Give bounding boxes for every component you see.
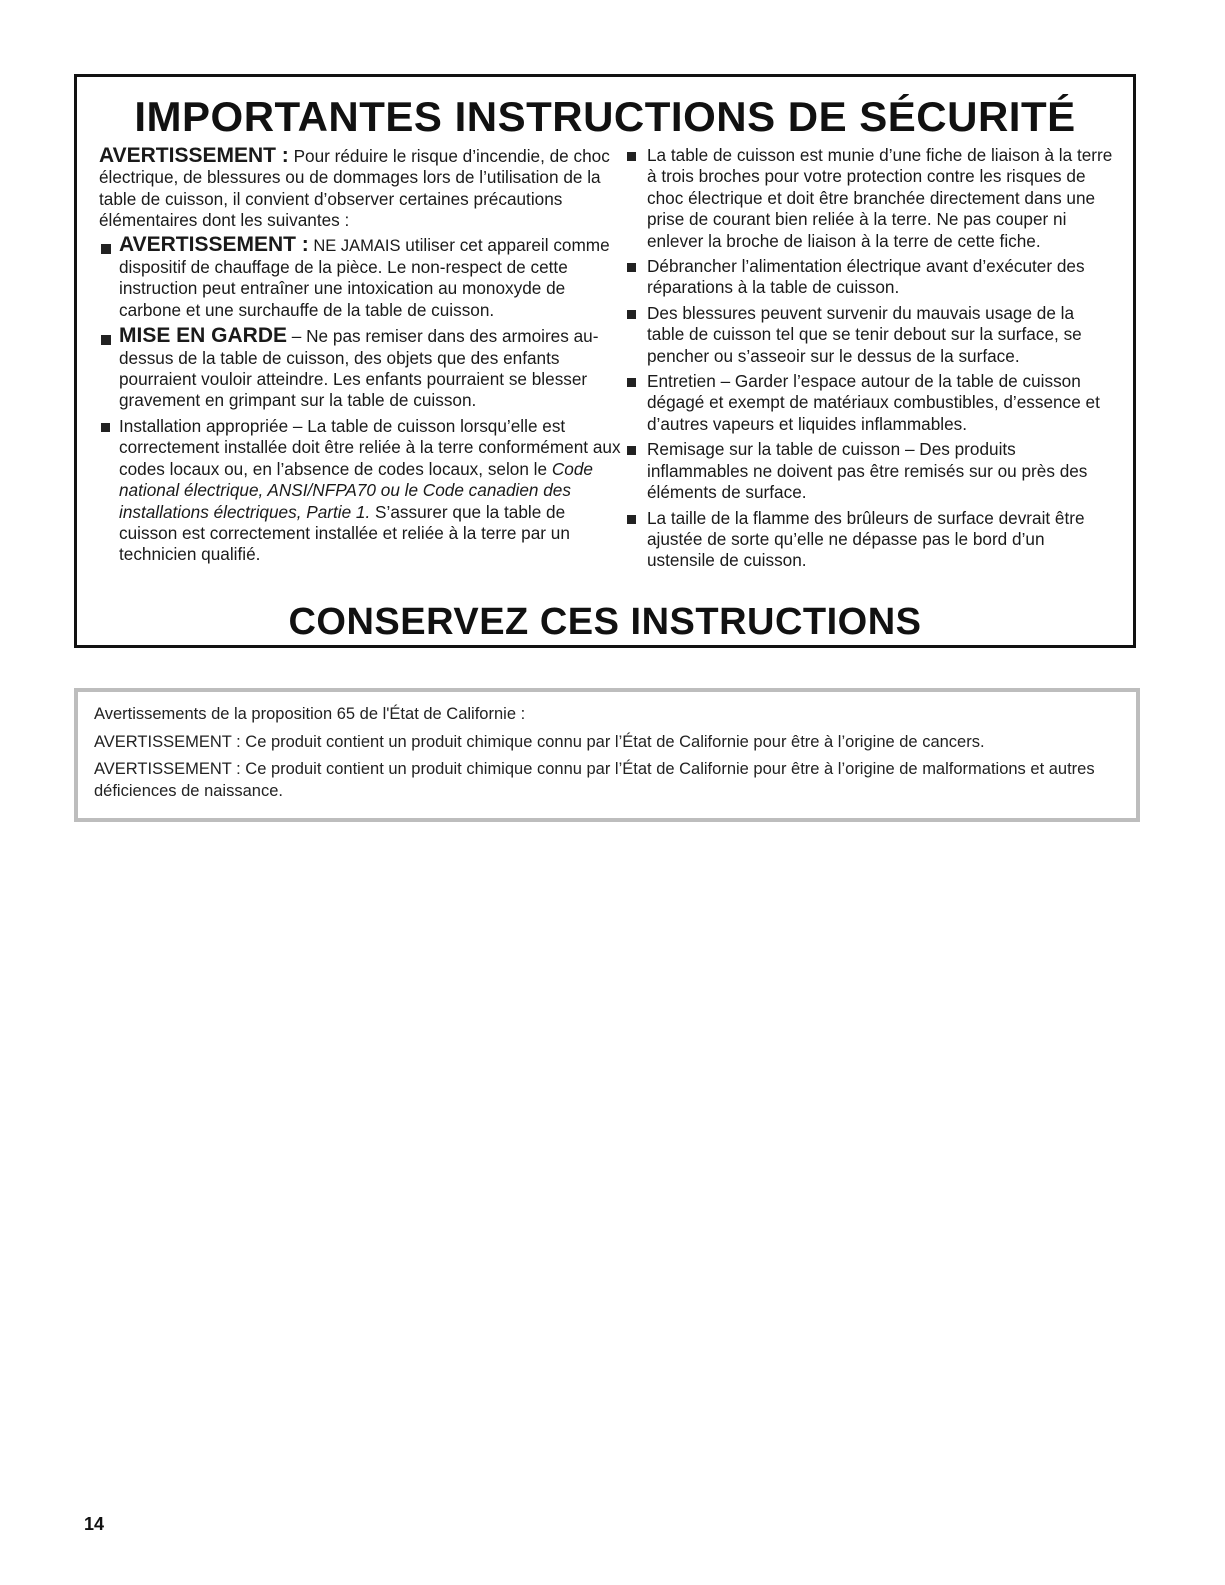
list-item-installation: [99, 416, 621, 566]
prop65-cancer-warning: AVERTISSEMENT : Ce produit contient un produit chimique connu par l’État de Californie pour être à l’origine de cancers.: [94, 732, 985, 751]
right-warning-list: [625, 145, 1113, 572]
item-text: utiliser cet appareil comme dispositif de chauffage de la pièce. Le non-respect de cette instruction peut entraîner une intoxication au monoxyde de carbone et une surchauffe de la table de cuisson.: [119, 234, 610, 320]
prop65-warning-box: [74, 688, 1140, 822]
square-bullet-icon: [627, 378, 636, 387]
prop65-heading: Avertissements de la proposition 65 de l'État de Californie :: [94, 705, 526, 723]
page-number: 14: [84, 1514, 105, 1534]
intro-lead: AVERTISSEMENT :: [99, 144, 289, 167]
item-text: – Ne pas remiser dans des armoires au-dessus de la table de cuisson, des objets que des enfants pourraient vouloir atteindre. Les enfants pourraient se blesser gravement en grimpant sur la table de cuisson.: [119, 326, 599, 411]
prop65-birth-defects-warning: AVERTISSEMENT : Ce produit contient un produit chimique connu par l’État de Californie pour être à l’origine de malformations et autres déficiences de naissance.: [94, 760, 1095, 800]
item-text: La taille de la flamme des brûleurs de surface devrait être ajustée de sorte qu’elle ne dépasse pas le bord d’un ustensile de cuisson.: [647, 507, 1085, 571]
intro-paragraph: [99, 145, 621, 232]
list-item-disconnect-power: [625, 256, 1113, 299]
save-instructions-footer: CONSERVEZ CES INSTRUCTIONS: [288, 601, 922, 643]
item-lead: AVERTISSEMENT :: [119, 232, 309, 256]
list-item-caution-storage: [99, 325, 621, 412]
right-column: [625, 145, 1113, 576]
square-bullet-icon: [101, 423, 110, 432]
square-bullet-icon: [627, 152, 636, 161]
item-italic-code: Code national électrique, ANSI/NFPA70 ou le Code canadien des installations électriques, Partie 1.: [119, 458, 593, 522]
left-column: [99, 145, 621, 570]
item-text: Installation appropriée – La table de cuisson lorsqu’elle est correctement installée doit être reliée à la terre conformément aux codes locaux ou, en l’absence de codes locaux, selon le: [119, 415, 621, 479]
square-bullet-icon: [627, 515, 636, 524]
list-item-warning-heater: [99, 234, 621, 322]
square-bullet-icon: [101, 335, 111, 345]
safety-instructions-box: [74, 74, 1136, 648]
item-text: Des blessures peuvent survenir du mauvais usage de la table de cuisson tel que se tenir debout sur la surface, se pencher ou s’asseoir sur le dessus de la surface.: [647, 302, 1082, 366]
square-bullet-icon: [627, 446, 636, 455]
list-item-flame-size: [625, 508, 1113, 572]
item-caps: NE JAMAIS: [308, 236, 401, 255]
list-item-maintenance: [625, 371, 1113, 435]
left-warning-list: [99, 234, 621, 566]
square-bullet-icon: [627, 263, 636, 272]
item-text: La table de cuisson est munie d’une fiche de liaison à la terre à trois broches pour votre protection contre les risques de choc électrique et doit être branchée directement dans une prise de courant bien reliée à la terre. Ne pas couper ni enlever la broche de liaison à la terre de cette fiche.: [647, 145, 1113, 251]
item-text: Débrancher l’alimentation électrique avant d’exécuter des réparations à la table de cuisson.: [647, 256, 1085, 298]
item-text-continued: S’assurer que la table de cuisson est correctement installée et reliée à la terre par un technicien qualifié.: [119, 501, 570, 565]
square-bullet-icon: [627, 310, 636, 319]
item-lead: MISE EN GARDE: [119, 324, 288, 348]
intro-text: Pour réduire le risque d’incendie, de choc électrique, de blessures ou de dommages lors de l’utilisation de la table de cuisson, il convient d’observer certaines précautions élémentaires dont les suivantes :: [99, 146, 610, 231]
item-text: Remisage sur la table de cuisson – Des produits inflammables ne doivent pas être remisés sur ou près des éléments de surface.: [647, 439, 1088, 503]
list-item-storage-on-cooktop: [625, 439, 1113, 503]
item-text: Entretien – Garder l’espace autour de la table de cuisson dégagé et exempt de matériaux combustibles, d’essence et d’autres vapeurs et liquides inflammables.: [647, 371, 1100, 434]
list-item-grounding-plug: [625, 145, 1113, 252]
square-bullet-icon: [101, 244, 111, 254]
safety-title: IMPORTANTES INSTRUCTIONS DE SÉCURITÉ: [134, 93, 1076, 140]
list-item-misuse: [625, 303, 1113, 367]
